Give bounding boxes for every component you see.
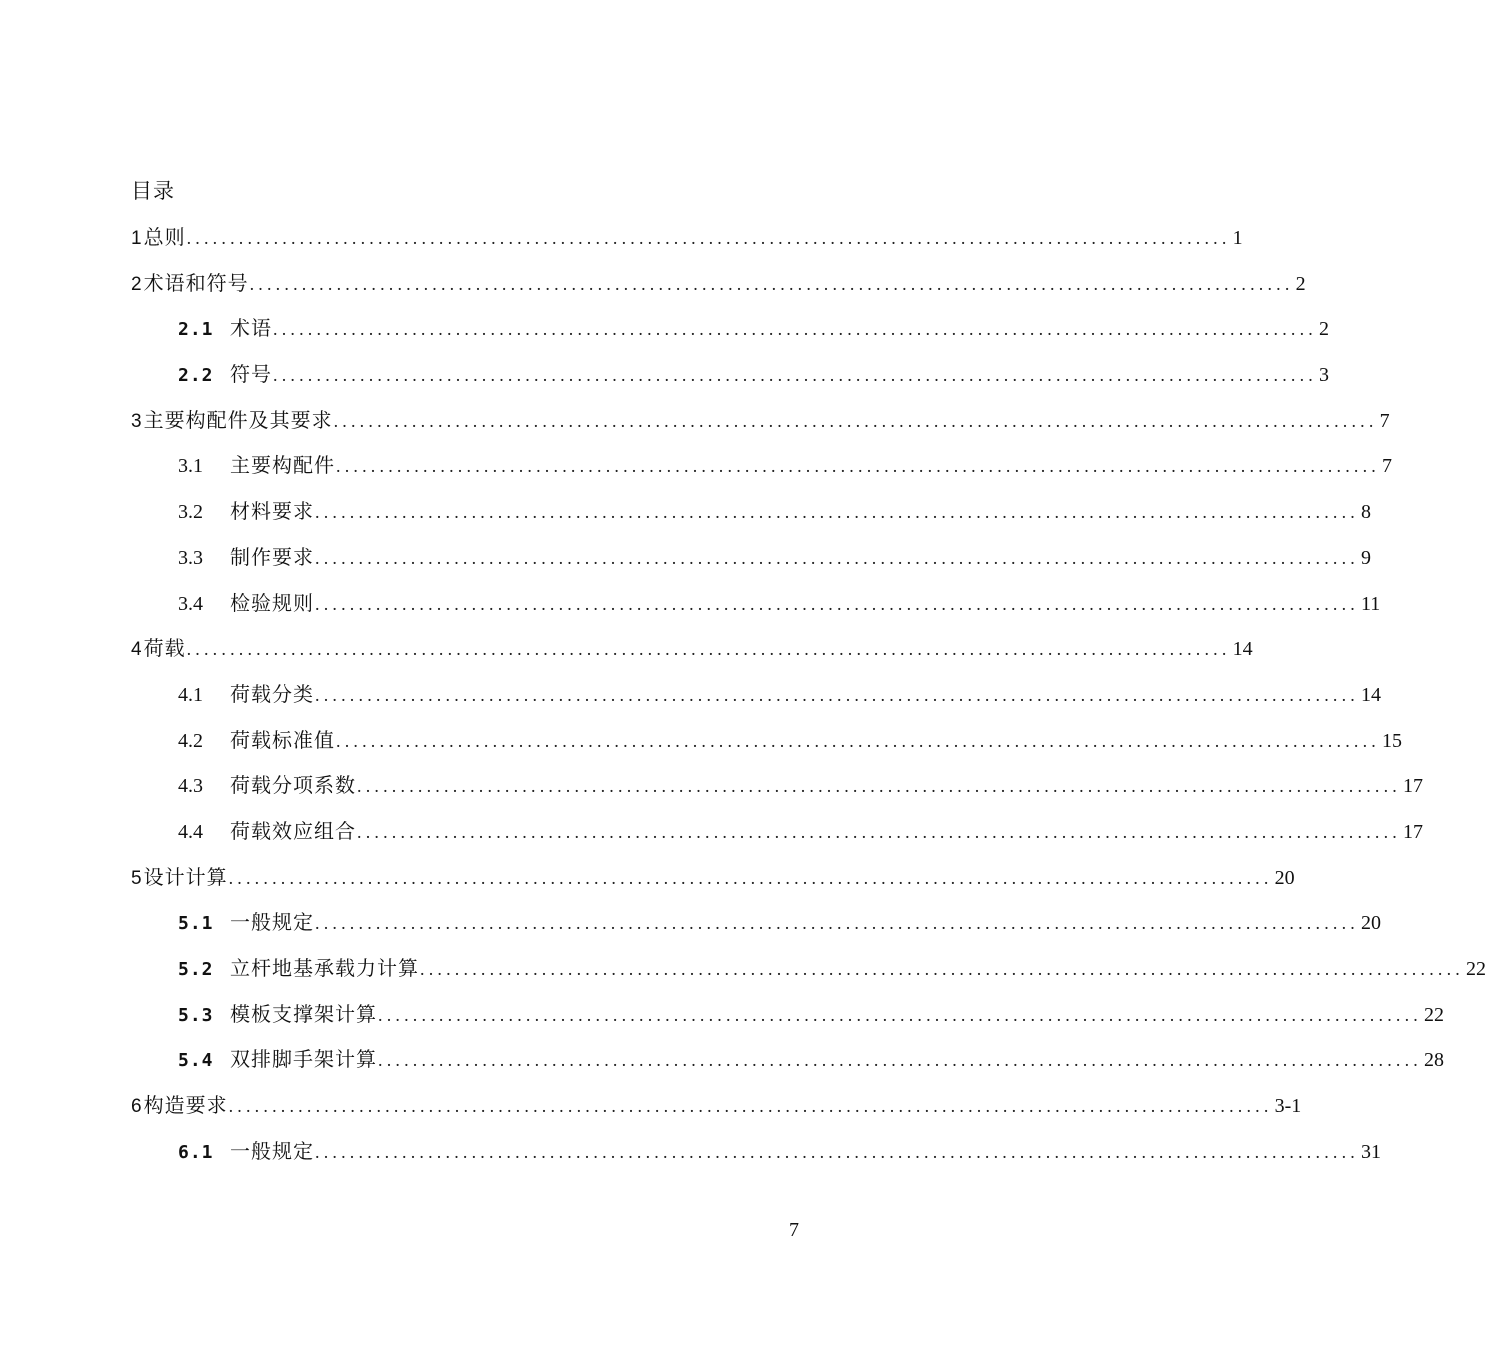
- toc-entry-page: 31: [1361, 1140, 1381, 1163]
- toc-entry-title: 制作要求: [230, 544, 314, 569]
- toc-entry-title: 荷载: [143, 636, 186, 661]
- toc-entry-title: 材料要求: [230, 499, 314, 524]
- toc-entry-page: 28: [1424, 1049, 1444, 1072]
- toc-list: [131, 222, 1486, 1181]
- toc-entry-title: 一般规定: [230, 910, 314, 935]
- toc-leader-dots: ........................................................................................................................: [249, 273, 1294, 294]
- toc-entry-title: 术语: [230, 316, 272, 341]
- toc-entry-page: 8: [1361, 501, 1371, 524]
- toc-entry-title: 荷载效应组合: [230, 818, 356, 843]
- toc-entry-title: 总则: [143, 225, 186, 249]
- toc-entry-number: 3.4: [178, 592, 203, 615]
- toc-entry-number: 3: [131, 410, 142, 432]
- toc-leader-dots: ........................................................................................................................: [273, 319, 1317, 340]
- toc-entry-title: 荷载分项系数: [230, 773, 356, 798]
- toc-leader-dots: ........................................................................................................................: [336, 730, 1380, 751]
- toc-leader-dots: ........................................................................................................................: [315, 502, 1359, 523]
- toc-leader-dots: ........................................................................................................................: [186, 639, 1231, 660]
- toc-entry-title: 检验规则: [230, 590, 314, 615]
- toc-entry[interactable]: [131, 496, 1371, 542]
- toc-entry-number: 1: [131, 228, 142, 249]
- toc-leader-dots: ........................................................................................................................: [333, 410, 1378, 431]
- toc-entry-title: 双排脚手架计算: [230, 1047, 377, 1072]
- toc-entry-page: 17: [1403, 775, 1423, 798]
- toc-entry[interactable]: [131, 222, 1243, 268]
- toc-entry-number: 5: [131, 867, 142, 889]
- toc-entry[interactable]: [131, 1090, 1302, 1136]
- toc-entry-title: 荷载分类: [230, 681, 314, 706]
- toc-entry[interactable]: [131, 725, 1402, 771]
- toc-leader-dots: ........................................................................................................................: [315, 593, 1359, 614]
- toc-entry[interactable]: [131, 542, 1371, 588]
- toc-entry-page: 20: [1361, 912, 1381, 935]
- toc-entry-page: 14: [1232, 638, 1253, 661]
- toc-entry-number: 2: [131, 273, 142, 295]
- toc-entry-page: 3: [1319, 364, 1329, 387]
- toc-entry-title: 术语和符号: [143, 270, 249, 295]
- page-number: 7: [789, 1219, 799, 1241]
- toc-entry-number: 4.3: [178, 775, 203, 798]
- toc-entry-title: 构造要求: [143, 1093, 228, 1118]
- toc-entry-page: 2: [1295, 272, 1306, 295]
- toc-entry-page: 20: [1274, 866, 1295, 889]
- toc-entry-number: 4.4: [178, 820, 203, 843]
- toc-entry-page: 15: [1382, 729, 1402, 752]
- toc-entry[interactable]: [131, 450, 1392, 496]
- toc-entry[interactable]: [131, 405, 1390, 451]
- toc-entry-page: 11: [1361, 592, 1381, 615]
- toc-title: 目录: [131, 179, 175, 203]
- toc-leader-dots: ........................................................................................................................: [315, 913, 1359, 934]
- toc-leader-dots: ........................................................................................................................: [273, 365, 1317, 386]
- toc-entry-title: 模板支撑架计算: [230, 1001, 377, 1026]
- toc-entry[interactable]: [131, 679, 1381, 725]
- toc-entry-title: 设计计算: [143, 864, 228, 889]
- toc-leader-dots: ........................................................................................................................: [336, 456, 1380, 477]
- toc-entry-number: 6: [131, 1096, 142, 1118]
- toc-entry-number: 6.1: [178, 1141, 214, 1163]
- toc-entry-number: 3.1: [178, 455, 203, 478]
- toc-entry-page: 1: [1232, 227, 1243, 249]
- toc-entry[interactable]: [131, 862, 1295, 908]
- toc-entry[interactable]: [131, 313, 1329, 359]
- toc-entry-number: 5.4: [178, 1050, 214, 1072]
- toc-entry-number: 4: [131, 639, 142, 661]
- toc-entry[interactable]: [131, 953, 1486, 999]
- toc-entry-number: 3.2: [178, 501, 203, 524]
- toc-entry-title: 符号: [230, 362, 272, 387]
- toc-leader-dots: ........................................................................................................................: [357, 821, 1401, 842]
- toc-leader-dots: ........................................................................................................................: [378, 1050, 1422, 1071]
- toc-entry[interactable]: [131, 1136, 1381, 1182]
- toc-entry[interactable]: [131, 588, 1381, 634]
- toc-entry-title: 荷载标准值: [230, 727, 335, 752]
- toc-leader-dots: ........................................................................................................................: [315, 1141, 1359, 1162]
- toc-entry[interactable]: [131, 633, 1253, 679]
- toc-leader-dots: ........................................................................................................................: [186, 228, 1231, 248]
- toc-entry-page: 2: [1319, 318, 1329, 341]
- toc-entry-page: 3-1: [1274, 1095, 1302, 1118]
- toc-entry-page: 22: [1466, 958, 1486, 980]
- toc-entry-page: 7: [1379, 409, 1390, 432]
- toc-leader-dots: ........................................................................................................................: [228, 867, 1273, 888]
- toc-entry[interactable]: [131, 770, 1423, 816]
- toc-entry-number: 4.1: [178, 683, 203, 706]
- toc-entry-title: 主要构配件及其要求: [143, 407, 333, 432]
- toc-entry-number: 5.3: [178, 1004, 214, 1026]
- toc-entry-title: 一般规定: [230, 1138, 314, 1163]
- toc-leader-dots: ........................................................................................................................: [315, 547, 1359, 568]
- toc-entry[interactable]: [131, 907, 1381, 953]
- toc-entry-title: 立杆地基承载力计算: [230, 956, 419, 980]
- toc-entry-number: 5.1: [178, 913, 214, 935]
- toc-entry-number: 2.2: [178, 365, 214, 387]
- toc-entry-number: 2.1: [178, 319, 214, 341]
- toc-leader-dots: ........................................................................................................................: [420, 959, 1464, 979]
- toc-entry-page: 9: [1361, 546, 1371, 569]
- toc-entry-page: 7: [1382, 455, 1392, 478]
- toc-leader-dots: ........................................................................................................................: [228, 1096, 1273, 1117]
- toc-entry-number: 4.2: [178, 729, 203, 752]
- toc-leader-dots: ........................................................................................................................: [315, 684, 1359, 705]
- toc-entry[interactable]: [131, 359, 1329, 405]
- toc-entry[interactable]: [131, 816, 1423, 862]
- toc-leader-dots: ........................................................................................................................: [378, 1004, 1422, 1025]
- toc-entry[interactable]: [131, 999, 1444, 1045]
- toc-entry-page: 22: [1424, 1003, 1444, 1026]
- toc-entry-page: 17: [1403, 820, 1423, 843]
- toc-entry-number: 5.2: [178, 959, 214, 980]
- toc-entry[interactable]: [131, 1044, 1444, 1090]
- toc-entry-number: 3.3: [178, 546, 203, 569]
- toc-entry[interactable]: [131, 268, 1306, 314]
- toc-leader-dots: ........................................................................................................................: [357, 776, 1401, 797]
- toc-entry-page: 14: [1361, 683, 1381, 706]
- toc-entry-title: 主要构配件: [230, 453, 335, 478]
